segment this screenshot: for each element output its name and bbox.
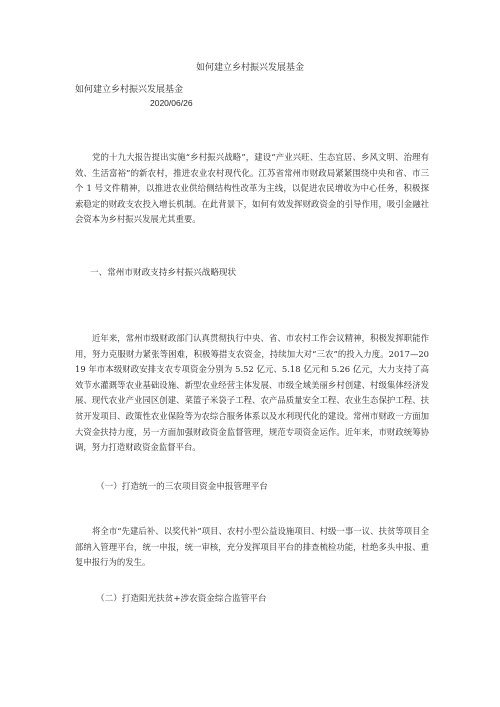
publish-date: 2020/06/26: [150, 98, 193, 108]
document-subtitle: 如何建立乡村振兴发展基金: [75, 85, 184, 95]
section-heading-1: 一、常州市财政支持乡村振兴战略现状: [90, 268, 237, 278]
document-title: 如何建立乡村振兴发展基金: [195, 63, 304, 73]
intro-paragraph: 党的十九大报告提出实施“乡村振兴战略”，建设“产业兴旺、生态宜居、乡风文明、治理有效、生活富裕”的新农村，推进农业农村现代化。江苏省常州市财政局紧紧围绕中央和省、市三个 1 号文件精神，以推进农业供给侧结构性改革为主线，以促进农民增收为中心任务，积极探索稳定的财政支农投入增长机制。在此背景下，如何有效发挥财政资金的引导作用，吸引金融社会资本为乡村振兴发展尤其重要。: [75, 152, 429, 225]
subsection-heading-1: （一）打造统一的三农项目资金申报管理平台: [96, 482, 268, 492]
subsection-1-paragraph: 将全市“先建后补、以奖代补”项目、农村小型公益设施项目、村级一事一议、扶贫等项目全部纳入管理平台，统一申报，统一审核，充分发挥项目平台的排查梳检功能，杜绝多头申报、重复申报行为的发生。: [75, 526, 429, 568]
section-1-paragraph: 近年来，常州市级财政部门认真贯彻执行中央、省、市农村工作会议精神，积极发挥职能作用，努力克服财力紧张等困难，积极筹措支农资金，持续加大对“三农”的投入力度。2017—2019 年市本级财政安排支农专项资金分别为 5.52 亿元、5.18 亿元和 5.26 亿元，大力支持了高效节水灌溉等农业基础设施、新型农业经营主体发展、市级全域美丽乡村创建、村级集体经济发展、现代农业产业园区创建、菜篮子米袋子工程、农产品质量安全工程、农业生态保护工程、扶贫开发项目、政策性农业保险等为农综合服务体系以及水利现代化的建设。常州市财政一方面加大资金扶持力度，另一方面加强财政资金监督管理，规范专项资金运作。近年来，市财政统筹协调，努力打造财政资金监督平台。: [75, 333, 429, 453]
subsection-heading-2: （二）打造阳光扶贫+涉农资金综合监管平台: [96, 594, 267, 604]
